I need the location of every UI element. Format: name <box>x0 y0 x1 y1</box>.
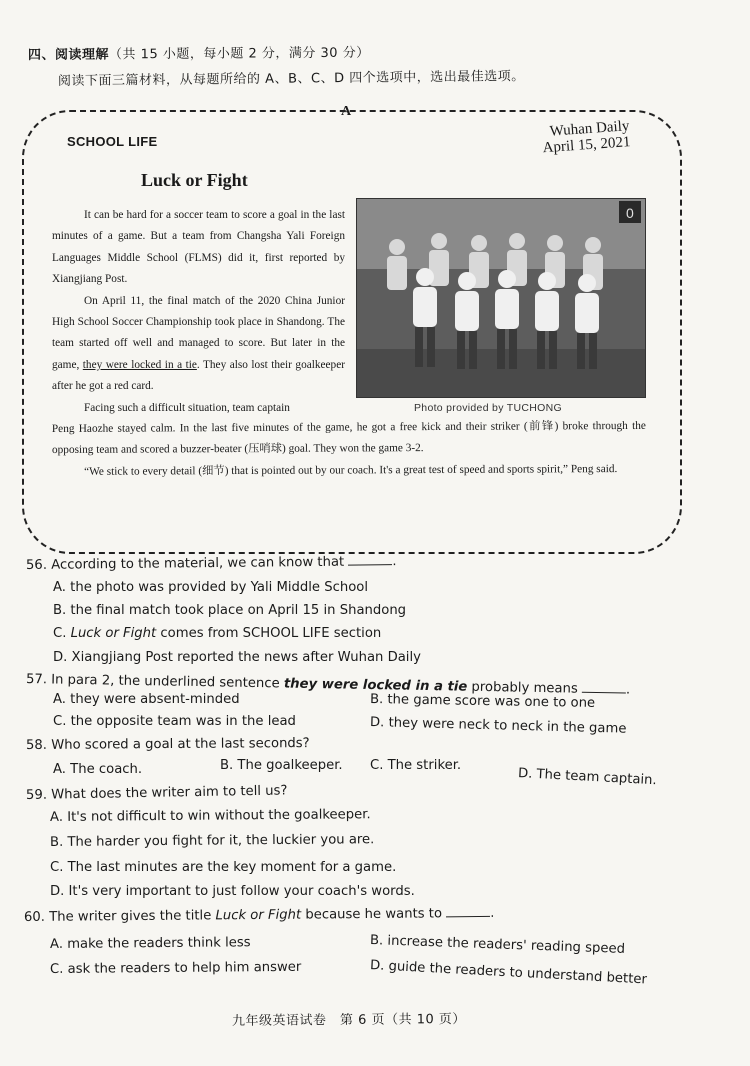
q58-option-b: B. The goalkeeper. <box>220 758 343 773</box>
question-58 <box>26 736 310 753</box>
question-stem: According to the material, we can know that <box>51 554 345 573</box>
passage-letter: A <box>341 104 352 119</box>
q60-option-c: C. ask the readers to help him answer <box>49 959 302 977</box>
question-57: 57. In para 2, the underlined sentence they were locked in a tie probably means . <box>25 672 631 698</box>
q59-option-c: C. The last minutes are the key moment for a game. <box>50 860 397 875</box>
q56-option-a: A. the photo was provided by Yali Middle School <box>53 580 368 595</box>
team-photo <box>356 198 646 398</box>
paragraph-2-end: . They also lost their goalkeeper after he got a red card. <box>52 358 345 393</box>
q56-option-b: B. the final match took place on April 15 in Shandong <box>53 603 407 618</box>
section-heading-note: （共 15 小题，每小题 2 分，满分 30 分） <box>108 45 370 63</box>
q56-option-c <box>53 626 381 641</box>
question-number: 60. <box>23 909 46 925</box>
answer-blank <box>582 691 626 694</box>
question-59 <box>26 783 288 803</box>
source-date: April 15, 2021 <box>542 134 631 157</box>
section-instruction: 阅读下面三篇材料，从每题所给的 A、B、C、D 四个选项中，选出最佳选项。 <box>57 69 525 89</box>
question-stem-end: because he wants to <box>301 906 443 923</box>
q57-option-a: A. they were absent-minded <box>53 692 240 707</box>
question-stem-end: probably means <box>467 679 578 697</box>
q57-option-d: D. they were neck to neck in the game <box>369 715 627 737</box>
column-label: SCHOOL LIFE <box>67 134 158 149</box>
page-footer: 九年级英语试卷 第 6 页（共 10 页） <box>231 1011 466 1029</box>
q56-option-d: D. Xiangjiang Post reported the news after Wuhan Daily <box>53 650 421 665</box>
team-photo-image <box>357 199 645 397</box>
question-number: 59. <box>25 787 48 803</box>
paragraph-3-start: Facing such a difficult situation, team captain <box>84 401 290 414</box>
paragraph-1: It can be hard for a soccer team to score a goal in the last minutes of a game. But a team from Changsha Yali Foreign Languages Middle School (FLMS) did it, first reported by Xiangjiang Post. <box>52 209 345 286</box>
q59-option-a: A. It's not difficult to win without the goalkeeper. <box>49 807 371 825</box>
scoreboard-digit: 0 <box>626 205 634 221</box>
article-full-column <box>52 416 646 483</box>
q59-option-d: D. It's very important to just follow your coach's words. <box>50 884 415 899</box>
question-stem-start: The writer gives the title <box>49 908 216 925</box>
question-stem: What does the writer aim to tell us? <box>51 783 288 803</box>
question-number: 58. <box>25 737 48 753</box>
q59-option-b: B. The harder you fight for it, the luckier you are. <box>49 832 375 850</box>
q60-option-a: A. make the readers think less <box>49 935 251 952</box>
paragraph-2-start: On April 11, the final match of the 2020 China Junior High School Soccer Championship took place in Shandong. The team started off well and managed to score. But later in the game, <box>52 294 345 371</box>
q58-option-d: D. The team captain. <box>517 766 658 789</box>
answer-blank <box>446 915 490 917</box>
option-title: Luck or Fight <box>70 626 157 641</box>
q60-option-d: D. guide the readers to understand better <box>369 958 648 988</box>
question-56: 56. According to the material, we can know that . <box>25 554 397 573</box>
section-heading-title: 四、阅读理解 <box>27 47 110 63</box>
article-title: Luck or Fight <box>141 170 248 190</box>
source-name: Wuhan Daily <box>549 118 630 140</box>
answer-blank <box>348 563 392 565</box>
q57-option-c: C. the opposite team was in the lead <box>53 714 296 729</box>
q58-option-c: C. The striker. <box>370 758 462 773</box>
question-60: 60. The writer gives the title Luck or Fight because he wants to . <box>23 905 495 925</box>
question-stem-start: In para 2, the underlined sentence <box>51 672 285 692</box>
q57-option-b: B. the game score was one to one <box>369 692 596 711</box>
photo-caption: Photo provided by TUCHONG <box>414 402 562 414</box>
q60-option-b: B. increase the readers' reading speed <box>369 933 626 957</box>
article-left-column <box>52 205 345 419</box>
paragraph-3-rest: Peng Haozhe stayed calm. In the last five minutes of the game, he got a free kick and their striker (前锋) broke through the opposing team and scored a buzzer-beater (压哨球) goal. They won the game 3-2. <box>51 419 646 457</box>
question-stem-emphasis: they were locked in a tie <box>283 676 468 695</box>
question-number: 56. <box>25 557 48 573</box>
option-letter: C. <box>53 626 71 641</box>
underlined-sentence: they were locked in a tie <box>82 358 197 371</box>
question-stem-emphasis: Luck or Fight <box>215 907 302 924</box>
paragraph-4: “We stick to every detail (细节) that is pointed out by our coach. It's a great test of speed and sports spirit,” Peng said. <box>84 462 618 478</box>
question-stem: Who scored a goal at the last seconds? <box>51 736 310 753</box>
paragraph-2 <box>52 291 345 398</box>
section-heading <box>28 42 370 63</box>
question-number: 57. <box>25 672 48 688</box>
q58-option-a: A. The coach. <box>53 762 143 777</box>
option-text: comes from SCHOOL LIFE section <box>156 626 382 641</box>
